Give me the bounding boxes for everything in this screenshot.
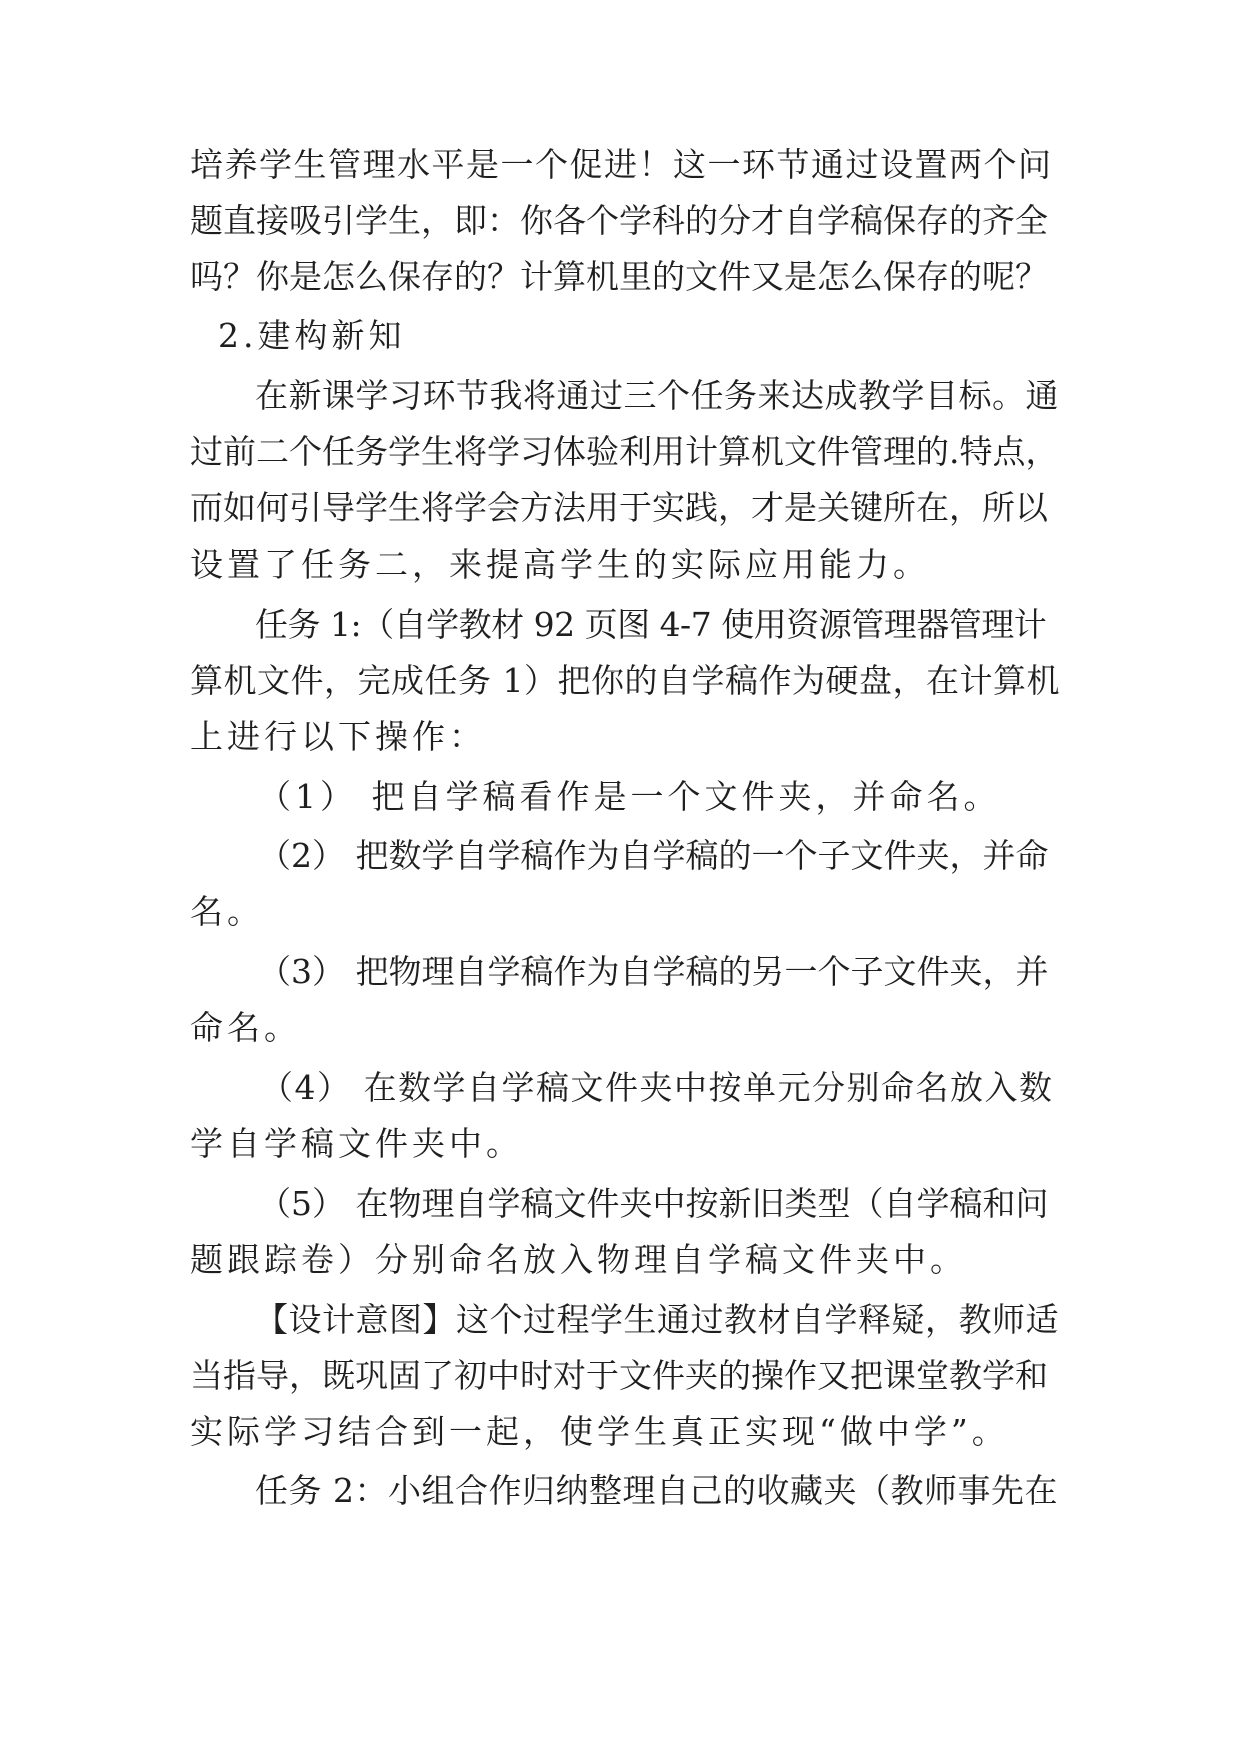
list-item-continuation: 名。 (190, 892, 264, 931)
paragraph-line: 任务 2：小组合作归纳整理自己的收藏夹（教师事先在 (255, 1471, 1058, 1510)
paragraph-line: 吗？你是怎么保存的？计算机里的文件又是怎么保存的呢？ (190, 257, 1048, 296)
paragraph-line: 过前二个任务学生将学习体验利用计算机文件管理的.特点， (190, 432, 1059, 471)
list-item: （2） 把数学自学稿作为自学稿的一个子文件夹，并命 (258, 836, 1049, 875)
list-item: （5） 在物理自学稿文件夹中按新旧类型（自学稿和问 (258, 1184, 1049, 1223)
paragraph-line: 在新课学习环节我将通过三个任务来达成教学目标。通 (255, 376, 1059, 415)
paragraph-line: 【设计意图】这个过程学生通过教材自学释疑，教师适 (255, 1300, 1059, 1339)
paragraph-line: 题直接吸引学生，即：你各个学科的分才自学稿保存的齐全 (190, 201, 1048, 240)
paragraph-line: 当指导，既巩固了初中时对于文件夹的操作又把课堂教学和 (190, 1356, 1048, 1395)
paragraph-line: 算机文件，完成任务 1）把你的自学稿作为硬盘，在计算机 (190, 661, 1060, 700)
section-heading: 2.建构新知 (218, 316, 406, 355)
list-item-continuation: 命名。 (190, 1008, 301, 1047)
paragraph-line: 上进行以下操作： (190, 717, 486, 756)
paragraph-line: 任务 1:（自学教材 92 页图 4-7 使用资源管理器管理计 (255, 605, 1047, 644)
list-item-continuation: 学自学稿文件夹中。 (190, 1124, 523, 1163)
list-item: （4） 在数学自学稿文件夹中按单元分别命名放入数 (260, 1068, 1054, 1107)
paragraph-line: 实际学习结合到一起，使学生真正实现“做中学”。 (190, 1412, 1009, 1451)
list-item: （3） 把物理自学稿作为自学稿的另一个子文件夹，并 (258, 952, 1049, 991)
paragraph-line: 而如何引导学生将学会方法用于实践，才是关键所在，所以 (190, 488, 1048, 527)
paragraph-line: 培养学生管理水平是一个促进！这一环节通过设置两个问 (190, 145, 1053, 184)
list-item-continuation: 题跟踪卷）分别命名放入物理自学稿文件夹中。 (190, 1240, 967, 1279)
paragraph-line: 设置了任务二，来提高学生的实际应用能力。 (190, 545, 930, 584)
list-item: （1） 把自学稿看作是一个文件夹，并命名。 (258, 777, 1001, 816)
